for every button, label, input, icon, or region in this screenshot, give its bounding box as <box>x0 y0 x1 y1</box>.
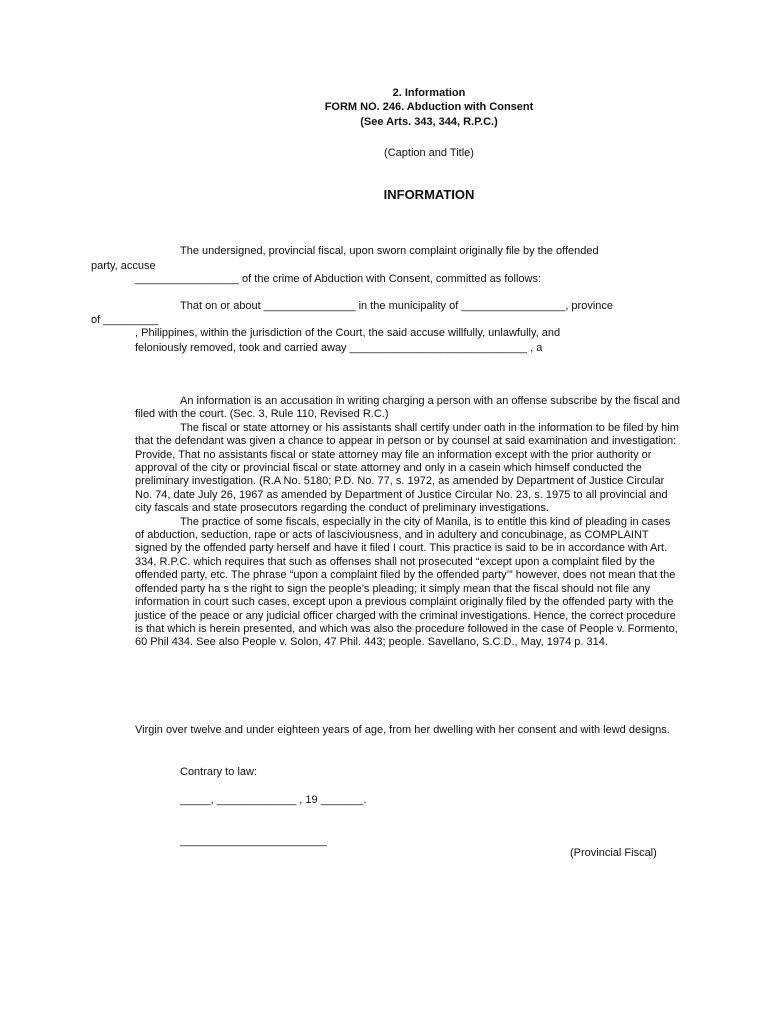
note-information-definition: An information is an accusation in writing charging a person with an offense subscribe by the fiscal and filed with the court. (Sec. 3, Rule 110, Revised R.C.) <box>135 395 680 421</box>
notes-section <box>135 395 680 650</box>
body-paragraph-1-line-3: _________________ of the crime of Abduction with Consent, committed as follows: <box>135 273 542 285</box>
body-paragraph-1-line-2: party, accuse <box>91 260 156 272</box>
section-number: 2. Information <box>392 87 466 99</box>
provincial-fiscal-label: (Provincial Fiscal) <box>570 847 657 859</box>
article-reference: (See Arts. 343, 344, R.P.C.) <box>360 116 498 128</box>
body-paragraph-2-line-1: That on or about _______________ in the municipality of _________________, province <box>180 300 614 312</box>
note-certification-requirement: The fiscal or state attorney or his assistants shall certify under oath in the information to be filed by him that the defendant was given a chance to appear in person or by counsel at said examination and investigation: Provide, That no assistants fiscal or state attorney may file an information except with the prior authority or approval of the city or provincial fiscal or state attorney and only in a casein which himself conducted the preliminary investigation. (R.A No. 5180; P.D. No. 77, s. 1972, as amended by Department of Justice Circular No. 74, date July 26, 1967 as amended by Department of Justice Circular No. 23, s. 1975 to all provincial and city fascals and state prosecutors regarding the conduct of preliminary investigations. <box>135 421 679 515</box>
body-paragraph-2-line-2: of _________ <box>91 314 159 326</box>
body-paragraph-2-line-4: feloniously removed, took and carried away _____________________________ , a <box>135 342 543 354</box>
signature-line: ________________________ <box>180 835 327 847</box>
note-fiscal-practice: The practice of some fiscals, especially in the city of Manila, is to entitle this kind of pleading in cases of abduction, seduction, rape or acts of lasciviousness, and in adultery and concubinage, as COMPLAINT signed by the offended party herself and have it filed I court. This practice is said to be in accordance with Art. 334, R.P.C. which requires that such as offenses shall not prosecuted “except upon a complaint filed by the offended party, etc. The phrase “upon a complaint filed by the offended party’” however, does not mean that the offended party ha s the right to sign the people’s pleading; it simply mean that the fiscal should not file any information in court such cases, except upon a previous complaint originally filed by the offended party with the justice of the peace or any judicial officer charged with the criminal investigations. Hence, the correct procedure is that which is herein presented, and which was also the procedure followed in the case of People v. Formento, 60 Phil 434. See also People v. Solon, 47 Phil. 443; people. Savellano, S.C.D., May, 1974 p. 314. <box>135 515 678 649</box>
body-paragraph-2-line-3: , Philippines, within the jurisdiction of the Court, the said accuse willfully, unlawfully, and <box>135 327 561 339</box>
contrary-to-law: Contrary to law: <box>180 766 258 778</box>
caption-and-title: (Caption and Title) <box>384 147 474 159</box>
closing-virgin-paragraph: Virgin over twelve and under eighteen years of age, from her dwelling with her consent and with lewd designs. <box>135 724 670 736</box>
body-paragraph-1-line-1: The undersigned, provincial fiscal, upon sworn complaint originally file by the offended <box>180 245 599 257</box>
form-title: FORM NO. 246. Abduction with Consent <box>324 101 534 113</box>
document-title: INFORMATION <box>383 187 475 202</box>
date-line: _____, _____________ , 19 _______. <box>180 794 367 806</box>
